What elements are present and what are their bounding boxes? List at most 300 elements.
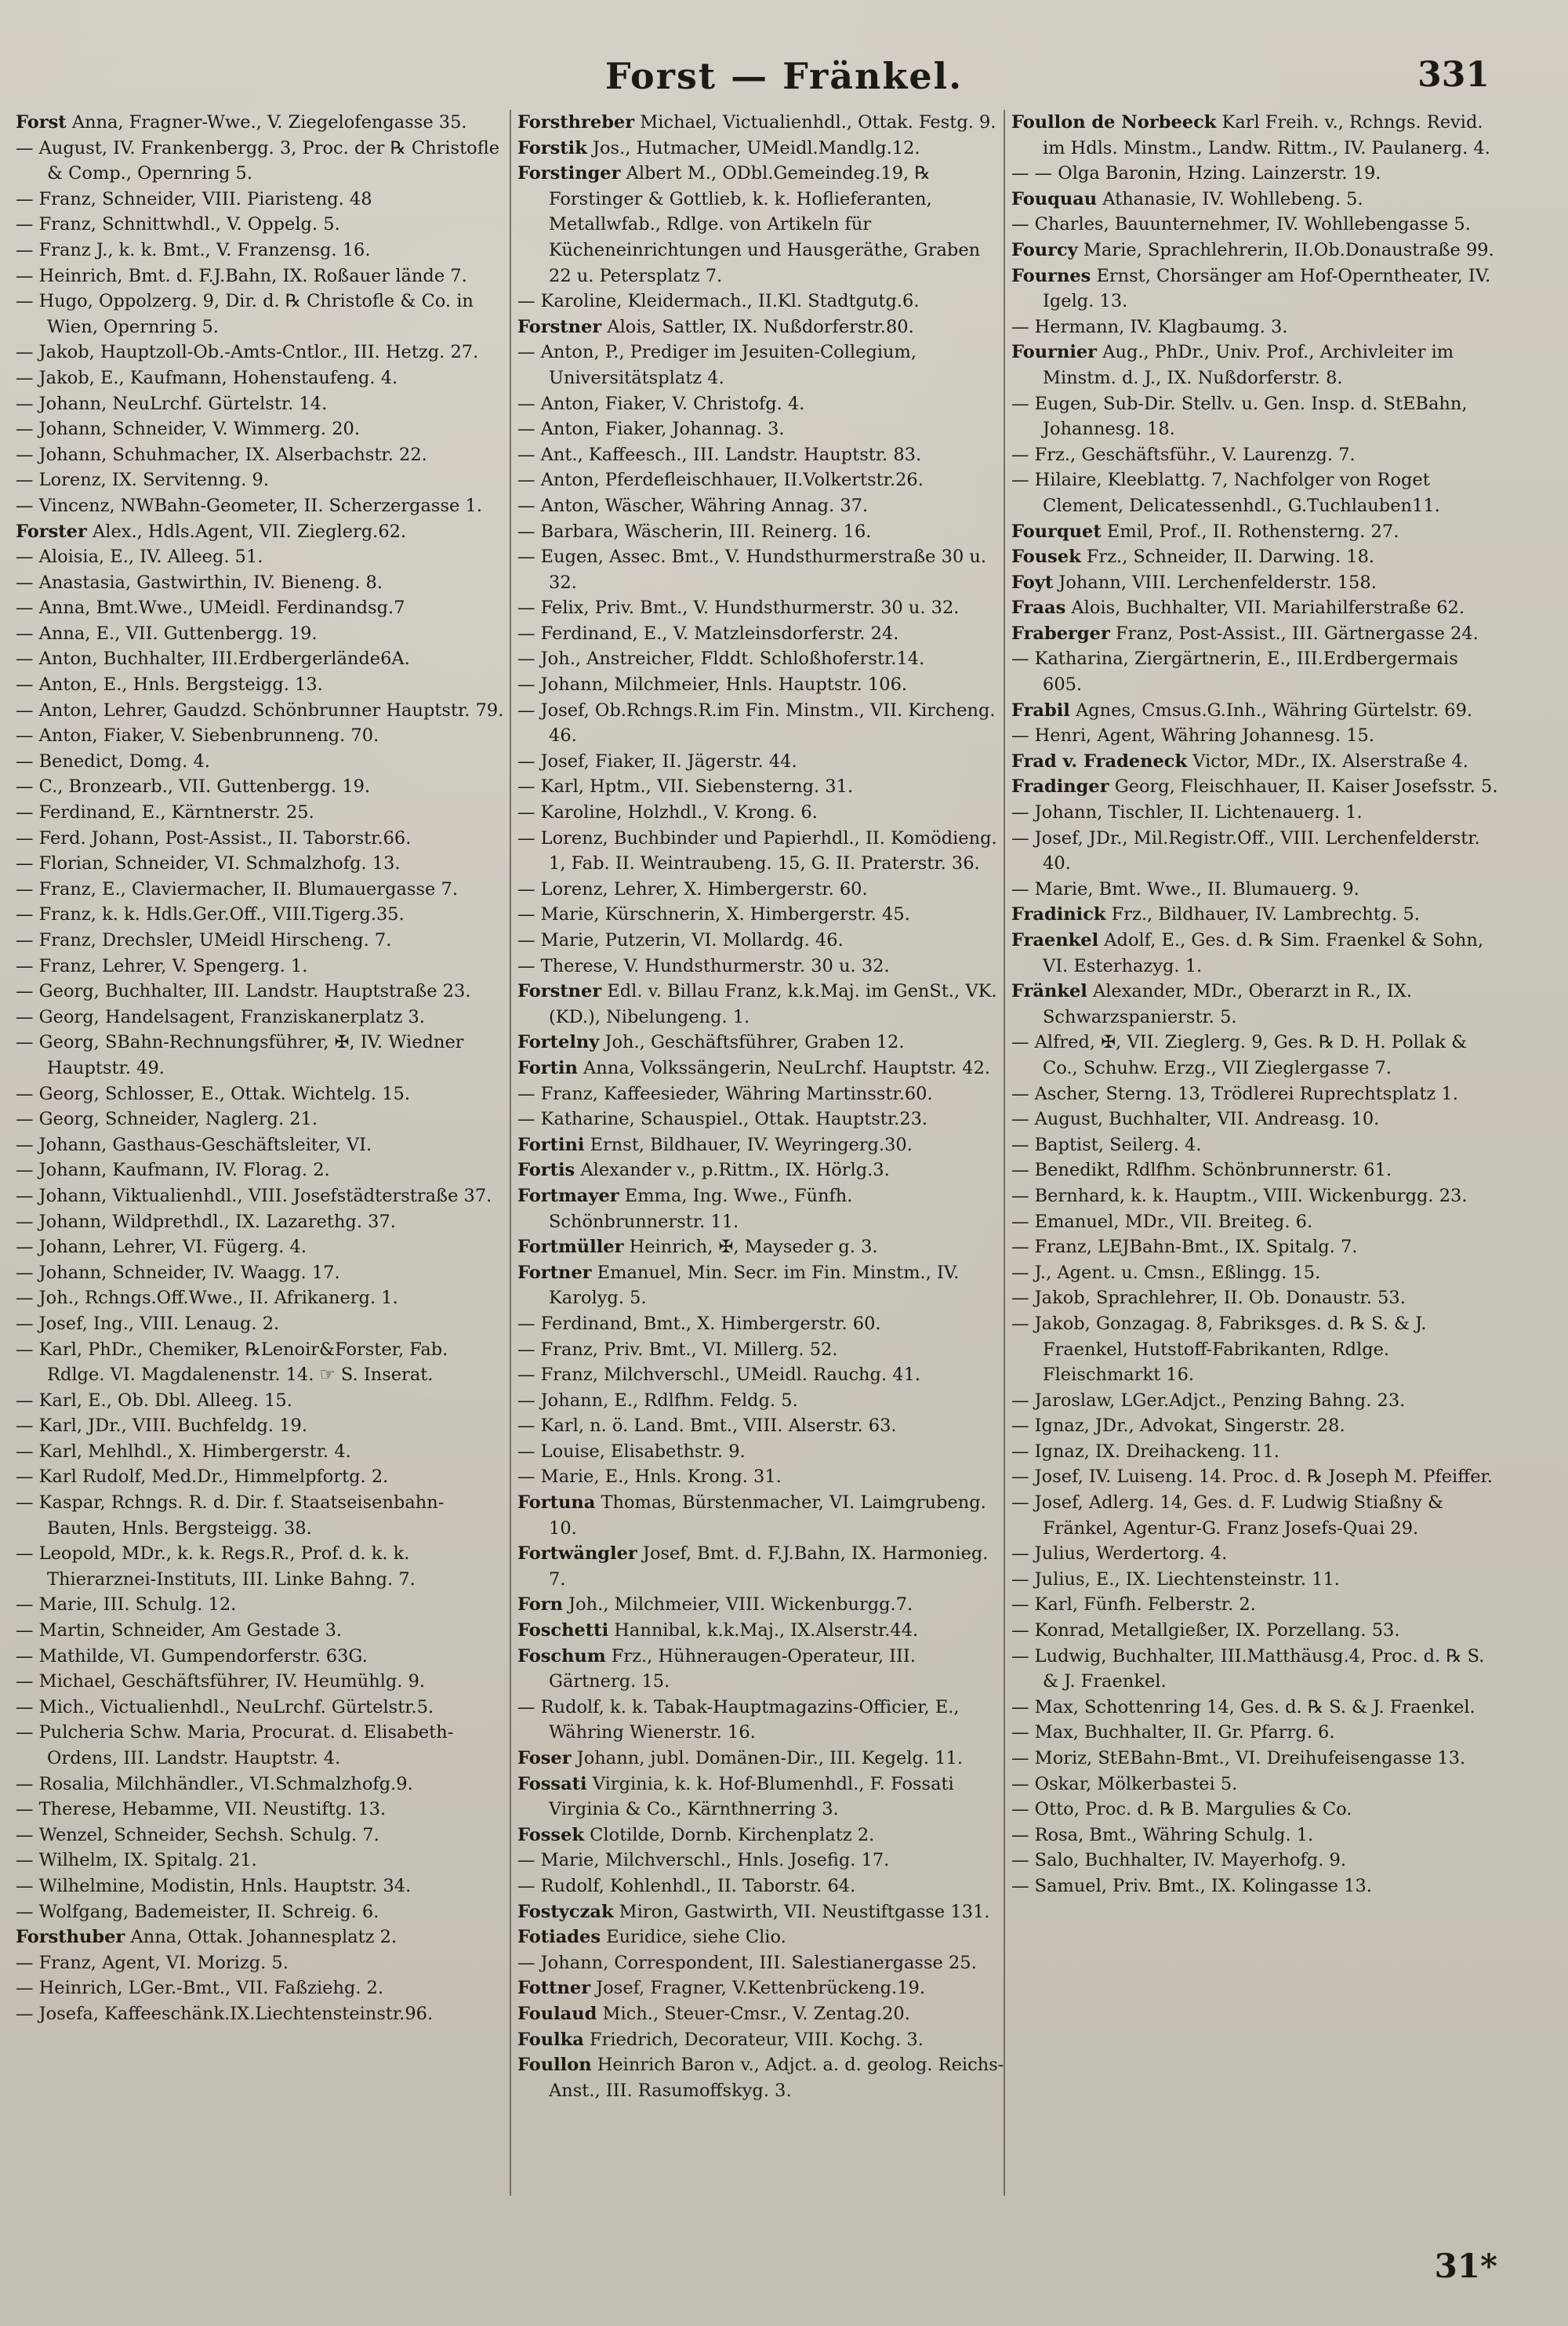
directory-entry [16,467,506,493]
entry-text: — Eugen, Sub-Dir. Stellv. u. Gen. Insp. d. StEBahn, Johannesg. 18. [1011,393,1468,440]
directory-entry [517,1132,1007,1158]
entry-text: — Frz., Geschäftsführ., V. Laurenzg. 7. [1011,444,1356,465]
entry-text: — Joh., Anstreicher, Flddt. Schloßhoferstr.14. [517,649,925,670]
directory-entry [16,800,506,826]
directory-entry [1011,1260,1501,1286]
directory-entry [517,1975,1007,2001]
entry-text: — Josef, IV. Luiseng. 14. Proc. d. ℞ Joseph M. Pfeiffer. [1011,1466,1493,1488]
entry-text: — Max, Schottenring 14, Ges. d. ℞ S. & J. Fraenkel. [1011,1696,1475,1717]
entry-text: — Johann, Milchmeier, Hnls. Hauptstr. 106. [517,674,908,696]
entry-text: — Anton, Fiaker, Johannag. 3. [517,419,785,440]
entry-text: — Benedict, Domg. 4. [16,750,210,772]
directory-entry [1011,1285,1501,1311]
directory-entry [517,749,1007,775]
directory-entry [1011,1874,1501,1899]
entry-text: — Rudolf, Kohlenhdl., II. Taborstr. 64. [517,1875,856,1896]
entry-text: — Franz, Kaffeesieder, Währing Martinsstr.60. [517,1083,933,1104]
entry-surname: Fortwängler [517,1543,637,1565]
entry-text: — Vincenz, NWBahn-Geometer, II. Scherzergasse 1. [16,495,482,516]
entry-text: — Georg, Handelsagent, Franziskanerplatz 3. [16,1006,425,1027]
entry-text: — Ascher, Sterng. 13, Trödlerei Ruprechtsplatz 1. [1011,1083,1458,1104]
directory-entry [517,800,1007,826]
entry-text: Jos., Hutmacher, UMeidl.Mandlg.12. [586,137,920,158]
directory-entry [517,416,1007,442]
entry-surname: Fortmüller [517,1237,624,1258]
entry-surname: Foullon [517,2055,592,2076]
entry-text: — August, IV. Frankenbergg. 3, Proc. der ℞ Christofle & Comp., Opernring 5. [16,137,500,184]
entry-text: — Karl, JDr., VIII. Buchfeldg. 19. [16,1416,307,1437]
entry-text: — Kaspar, Rchngs. R. d. Dir. f. Staatseisenbahn-Bauten, Hnls. Bergsteigg. 38. [16,1492,445,1539]
directory-entry [517,1899,1007,1925]
entry-text: — Johann, E., Rdlfhm. Feldg. 5. [517,1390,798,1411]
entry-text: Alexander, MDr., Oberarzt in R., IX. Schwarzspanierstr. 5. [1043,981,1412,1027]
directory-entry [1011,1388,1501,1414]
entry-surname: Forstner [517,981,602,1002]
entry-surname: Fortmayer [517,1185,619,1206]
entry-text: — Anton, Buchhalter, III.Erdbergerlände6A. [16,649,410,670]
directory-entry [517,314,1007,340]
entry-text: — Anton, Fiaker, V. Christofg. 4. [517,393,805,414]
directory-entry [16,1285,506,1311]
directory-entry [16,519,506,545]
directory-entry [16,1874,506,1899]
directory-entry [517,1772,1007,1823]
entry-surname: Fossek [517,1824,584,1845]
directory-entry [16,774,506,800]
entry-surname: Fortuna [517,1492,596,1514]
directory-entry [1011,979,1501,1030]
entry-text: Marie, Sprachlehrerin, II.Ob.Donaustraße 99. [1077,239,1494,260]
entry-text: Anna, Volkssängerin, NeuLrchf. Hauptstr. 42. [577,1057,991,1078]
entry-text: — Wilhelm, IX. Spitalg. 21. [16,1850,257,1871]
directory-entry [1011,1234,1501,1260]
directory-entry [16,1260,506,1286]
entry-text: — Barbara, Wäscherin, III. Reinerg. 16. [517,521,872,542]
directory-entry [517,1592,1007,1618]
entry-text: — Otto, Proc. d. ℞ B. Margulies & Co. [1011,1799,1352,1820]
entry-text: — Felix, Priv. Bmt., V. Hundsthurmerstr. 30 u. 32. [517,598,960,619]
directory-entry [16,1413,506,1439]
directory-entry [1011,1311,1501,1388]
entry-text: — Johann, Schneider, V. Wimmerg. 20. [16,419,361,440]
directory-entry [1011,1823,1501,1848]
directory-entry [16,1311,506,1337]
entry-text: — Johann, Schneider, IV. Waagg. 17. [16,1262,340,1283]
entry-text: Alois, Buchhalter, VII. Mariahilferstraße 62. [1065,598,1465,619]
entry-text: — Hilaire, Kleeblattg. 7, Nachfolger von Roget Clement, Delicatessenhdl., G.Tuchlauben11. [1011,470,1440,516]
entry-text: Emma, Ing. Wwe., Fünfh. Schönbrunnerstr. 11. [549,1185,853,1232]
entry-text: — Emanuel, MDr., VII. Breiteg. 6. [1011,1211,1313,1232]
directory-entry [517,442,1007,468]
directory-entry [16,1337,506,1388]
entry-text: — Ferdinand, Bmt., X. Himbergerstr. 60. [517,1313,881,1334]
directory-entry [16,1030,506,1081]
directory-entry [1011,1464,1501,1490]
entry-surname: Frabil [1011,700,1070,721]
entry-text: — Anna, Bmt.Wwe., UMeidl. Ferdinandsg.7 [16,598,405,619]
directory-entry [1011,1030,1501,1081]
entry-surname: Fraas [1011,598,1066,619]
entry-text: Alois, Sattler, IX. Nußdorferstr.80. [601,316,914,337]
entry-text: Adolf, E., Ges. d. ℞ Sim. Fraenkel & Sohn, VI. Esterhazyg. 1. [1043,930,1483,976]
entry-text: — Hugo, Oppolzerg. 9, Dir. d. ℞ Christofle & Co. in Wien, Opernring 5. [16,291,474,337]
entry-text: — Josef, Ing., VIII. Lenaug. 2. [16,1313,280,1334]
entry-text: — Franz, E., Claviermacher, II. Blumauergasse 7. [16,878,458,900]
entry-text: Josef, Fragner, V.Kettenbrückeng.19. [590,1978,925,1999]
entry-text: — Lorenz, Lehrer, X. Himbergerstr. 60. [517,878,868,900]
entry-text: — Georg, SBahn-Rechnungsführer, ✠, IV. Wiedner Hauptstr. 49. [16,1032,464,1078]
running-title: Forst — Fränkel. [604,55,964,97]
directory-entry [16,1669,506,1695]
entry-text: Ernst, Chorsänger am Hof-Operntheater, IV. Igelg. 13. [1043,265,1491,312]
entry-text: Ernst, Bildhauer, IV. Weyringerg.30. [584,1134,913,1155]
entry-text: Anna, Fragner-Wwe., V. Ziegelofengasse 35. [66,112,467,133]
entry-text: — J., Agent. u. Cmsn., Eßlingg. 15. [1011,1262,1321,1283]
entry-surname: Fradinick [1011,904,1106,925]
entry-text: — Jaroslaw, LGer.Adjct., Penzing Bahng. 23. [1011,1390,1406,1411]
directory-entry [1011,1567,1501,1593]
directory-entry [16,621,506,647]
directory-entry [16,1924,506,1950]
entry-surname: Fottner [517,1978,591,1999]
directory-entry [16,1005,506,1030]
directory-entry [16,1975,506,2001]
directory-entry [1011,1720,1501,1746]
directory-entry [1011,1413,1501,1439]
entry-surname: Foyt [1011,572,1054,593]
entry-text: Alex., Hdls.Agent, VII. Zieglerg.62. [86,521,407,542]
directory-entry [1011,877,1501,903]
entry-text: Euridice, siehe Clio. [601,1927,786,1948]
entry-text: — Franz, Lehrer, V. Spengerg. 1. [16,955,308,976]
entry-surname: Fortelny [517,1032,600,1053]
directory-entry [16,1541,506,1592]
directory-entry [1011,595,1501,621]
entry-text: — Marie, Putzerin, VI. Mollardg. 46. [517,930,844,950]
directory-entry [1011,621,1501,647]
directory-entry [517,1388,1007,1414]
directory-entry [1011,544,1501,570]
entry-surname: Fourcy [1011,239,1078,260]
directory-entry [517,1874,1007,1899]
column-3 [1011,110,1501,2196]
entry-surname: Forstner [517,316,602,337]
directory-entry [517,1439,1007,1465]
entry-text: — Pulcheria Schw. Maria, Procurat. d. Elisabeth-Ordens, III. Landstr. Hauptstr. 4. [16,1722,454,1768]
entry-text: — Lorenz, Buchbinder und Papierhdl., II. Komödieng. 1, Fab. II. Weintraubeng. 15, G. II. Praterstr. 36. [517,827,997,874]
entry-surname: Fournes [1011,265,1091,286]
entry-surname: Fränkel [1011,981,1087,1002]
directory-entry [517,493,1007,519]
directory-entry [517,467,1007,493]
entry-text: Frz., Schneider, II. Darwing. 18. [1080,547,1375,568]
entry-text: — Rosa, Bmt., Währing Schulg. 1. [1011,1824,1314,1845]
entry-text: Franz, Post-Assist., III. Gärtnergasse 24. [1109,623,1479,644]
entry-text: Johann, VIII. Lerchenfelderstr. 158. [1053,572,1377,593]
directory-entry [517,1056,1007,1081]
directory-entry [16,877,506,903]
entry-text: — Marie, Kürschnerin, X. Himbergerstr. 45. [517,904,910,925]
entry-text: — Wolfgang, Bademeister, II. Schreig. 6. [16,1901,379,1922]
entry-surname: Foulka [517,2029,584,2050]
directory-entry [517,391,1007,417]
directory-entry [517,1413,1007,1439]
directory-entry [517,2027,1007,2053]
directory-entry [517,2052,1007,2103]
entry-text: Emil, Prof., II. Rothensterng. 27. [1101,521,1399,542]
directory-entry [517,161,1007,289]
directory-entry [16,1899,506,1925]
entry-text: — Alfred, ✠, VII. Zieglerg. 9, Ges. ℞ D. H. Pollak & Co., Schuhw. Erzg., VII Zieglergasse 7. [1011,1032,1468,1078]
entry-text: — Henri, Agent, Währing Johannesg. 15. [1011,725,1375,747]
entry-text: — Heinrich, Bmt. d. F.J.Bahn, IX. Roßauer lände 7. [16,265,467,286]
entry-text: — Mathilde, VI. Gumpendorferstr. 63G. [16,1645,368,1666]
entry-text: — Ferdinand, E., Kärntnerstr. 25. [16,802,314,823]
directory-entry [1011,774,1501,800]
entry-text: — Salo, Buchhalter, IV. Mayerhofg. 9. [1011,1850,1346,1871]
entry-text: — Julius, Werdertorg. 4. [1011,1543,1228,1565]
entry-surname: Fouquau [1011,188,1098,209]
entry-text: Georg, Fleischhauer, II. Kaiser Josefsstr. 5. [1109,776,1498,798]
entry-surname: Frad v. Fradeneck [1011,750,1188,772]
entry-text: — Samuel, Priv. Bmt., IX. Kolingasse 13. [1011,1875,1372,1896]
column-divider [1004,110,1005,2196]
directory-entry [16,442,506,468]
directory-entry [517,672,1007,698]
entry-text: — Franz, Priv. Bmt., VI. Millerg. 52. [517,1339,838,1360]
entry-text: — Anton, E., Hnls. Bergsteigg. 13. [16,674,323,696]
directory-entry [16,1848,506,1874]
column-1 [16,110,506,2196]
entry-text: — Franz, Agent, VI. Morizg. 5. [16,1952,289,1973]
entry-text: Albert M., ODbl.Gemeindeg.19, ℞ Forstinger & Gottlieb, k. k. Hoflieferanten, Metallwfab., Rdlge. von Artikeln für Kücheneinrichtungen und Hausgeräthe, Graben 22 u. Petersplatz 7. [549,163,981,286]
entry-text: — Hermann, IV. Klagbaumg. 3. [1011,316,1288,337]
entry-text: — Katharine, Schauspiel., Ottak. Hauptstr.23. [517,1109,928,1130]
entry-text: Anna, Ottak. Johannesplatz 2. [125,1927,397,1948]
entry-text: — Franz, Milchverschl., UMeidl. Rauchg. 41. [517,1365,921,1386]
entry-text: Hannibal, k.k.Maj., IX.Alserstr.44. [608,1620,919,1641]
entry-text: — Leopold, MDr., k. k. Regs.R., Prof. d. k. k. Thierarznei-Instituts, III. Linke Bahng. 7. [16,1543,416,1590]
entry-text: Athanasie, IV. Wohllebeng. 5. [1097,188,1363,209]
entry-text: — Ludwig, Buchhalter, III.Matthäusg.4, Proc. d. ℞ S. & J. Fraenkel. [1011,1645,1485,1692]
directory-entry [16,928,506,954]
directory-entry [517,826,1007,877]
directory-entry [16,365,506,391]
entry-text: — Jakob, Sprachlehrer, II. Ob. Donaustr. 53. [1011,1288,1406,1309]
directory-entry [16,1950,506,1976]
directory-entry [517,136,1007,162]
entry-surname: Fradinger [1011,776,1109,798]
directory-entry [1011,800,1501,826]
entry-text: Clotilde, Dornb. Kirchenplatz 2. [584,1824,875,1845]
directory-entry [517,1311,1007,1337]
directory-entry [1011,1848,1501,1874]
directory-entry [16,1772,506,1797]
entry-text: — C., Bronzearb., VII. Guttenbergg. 19. [16,776,371,798]
directory-entry [16,1388,506,1414]
directory-entry [16,1797,506,1823]
entry-text: — Josef, JDr., Mil.Registr.Off., VIII. Lerchenfelderstr. 40. [1011,827,1480,874]
entry-text: — Johann, NeuLrchf. Gürtelstr. 14. [16,393,328,414]
entry-surname: Foschum [517,1645,606,1666]
printer-signature-mark: 31* [1434,2247,1497,2285]
directory-entry [1011,723,1501,749]
directory-entry [16,1234,506,1260]
directory-entry [517,1464,1007,1490]
directory-entry [16,212,506,238]
entry-text: — Louise, Elisabethstr. 9. [517,1441,746,1462]
directory-entry [16,544,506,570]
entry-text: — Marie, Bmt. Wwe., II. Blumauerg. 9. [1011,878,1359,900]
entry-surname: Forsthuber [16,1927,125,1948]
entry-text: Karl Freih. v., Rchngs. Revid. im Hdls. Minstm., Landw. Rittm., IV. Paulanerg. 4. [1043,112,1490,158]
entry-text: Mich., Steuer-Cmsr., V. Zentag.20. [597,2003,910,2024]
entry-text: — Wenzel, Schneider, Sechsh. Schulg. 7. [16,1824,379,1845]
entry-text: Josef, Bmt. d. F.J.Bahn, IX. Harmonieg. 7. [549,1543,989,1590]
entry-text: Heinrich Baron v., Adjct. a. d. geolog. Reichs-Anst., III. Rasumoffskyg. 3. [549,2055,1004,2101]
entry-text: — Franz J., k. k. Bmt., V. Franzensg. 16. [16,239,371,260]
entry-text: — Michael, Geschäftsführer, IV. Heumühlg. 9. [16,1671,426,1692]
directory-entry [517,544,1007,595]
directory-entry [517,621,1007,647]
entry-text: — Jakob, Gonzagag. 8, Fabriksges. d. ℞ S. & J. Fraenkel, Hutstoff-Fabrikanten, Rdlge. Fleischmarkt 16. [1011,1313,1427,1386]
entry-text: Joh., Geschäftsführer, Graben 12. [599,1032,905,1053]
directory-entry [16,238,506,263]
entry-text: — Franz, k. k. Hdls.Ger.Off., VIII.Tigerg.35. [16,904,405,925]
directory-entry [1011,1695,1501,1721]
entry-text: — Florian, Schneider, VI. Schmalzhofg. 13. [16,853,401,874]
directory-entry [517,1337,1007,1363]
directory-entry [16,289,506,340]
directory-entry [517,1030,1007,1056]
entry-text: — Mich., Victualienhdl., NeuLrchf. Gürtelstr.5. [16,1696,434,1717]
directory-entry [517,1924,1007,1950]
directory-entry [517,1234,1007,1260]
directory-entry [517,1362,1007,1388]
entry-text: — Anton, Fiaker, V. Siebenbrunneng. 70. [16,725,379,747]
entry-surname: Forster [16,521,87,542]
entry-text: Miron, Gastwirth, VII. Neustiftgasse 131. [613,1901,990,1922]
entry-text: Frz., Bildhauer, IV. Lambrechtg. 5. [1105,904,1420,925]
directory-entry [517,1618,1007,1644]
column-divider [510,110,511,2196]
entry-text: — Karl, PhDr., Chemiker, ℞Lenoir&Forster, Fab. Rdlge. VI. Magdalenenstr. 14. ☞ S. Inserat. [16,1339,448,1386]
entry-surname: Forn [517,1594,563,1615]
directory-entry [517,979,1007,1030]
entry-text: — Rudolf, k. k. Tabak-Hauptmagazins-Officier, E., Währing Wienerstr. 16. [517,1696,960,1743]
entry-text: — Anton, Lehrer, Gaudzd. Schönbrunner Hauptstr. 79. [16,700,504,721]
entry-text: — Johann, Lehrer, VI. Fügerg. 4. [16,1237,307,1258]
entry-text: — Moriz, StEBahn-Bmt., VI. Dreihufeisengasse 13. [1011,1748,1466,1768]
entry-surname: Fraenkel [1011,930,1099,950]
entry-text: — Martin, Schneider, Am Gestade 3. [16,1620,343,1641]
entry-surname: Forstik [517,137,587,158]
directory-entry [517,954,1007,979]
directory-entry [1011,187,1501,213]
entry-surname: Fraberger [1011,623,1110,644]
directory-entry [16,1823,506,1848]
entry-text: — Josef, Adlerg. 14, Ges. d. F. Ludwig Stiaßny & Fränkel, Agentur-G. Franz Josefs-Quai 29. [1011,1492,1444,1539]
entry-text: Johann, jubl. Domänen-Dir., III. Kegelg. 11. [571,1748,963,1768]
entry-text: — Josefa, Kaffeeschänk.IX.Liechtensteinstr.96. [16,2003,434,2024]
directory-entry [16,979,506,1005]
directory-entry [517,1823,1007,1848]
entry-text: Joh., Milchmeier, VIII. Wickenburgg.7. [562,1594,913,1615]
directory-entry [1011,1183,1501,1209]
entry-text: — Rosalia, Milchhändler., VI.Schmalzhofg.9. [16,1773,413,1794]
directory-entry [1011,1107,1501,1132]
directory-entry [16,1464,506,1490]
directory-entry [16,851,506,877]
entry-text: Heinrich, ✠, Mayseder g. 3. [623,1237,878,1258]
entry-text: — Ignaz, JDr., Advokat, Singerstr. 28. [1011,1416,1345,1437]
entry-text: — Max, Buchhalter, II. Gr. Pfarrg. 6. [1011,1722,1335,1743]
directory-entry [517,774,1007,800]
entry-text: — Marie, III. Schulg. 12. [16,1594,237,1615]
entry-text: — Franz, Drechsler, UMeidl Hirscheng. 7. [16,930,392,950]
entry-text: — Johann, Schuhmacher, IX. Alserbachstr. 22. [16,444,427,465]
directory-entry [1011,1081,1501,1107]
directory-entry [1011,1797,1501,1823]
directory-entry [517,289,1007,314]
entry-text: — Katharina, Ziergärtnerin, E., III.Erdbergermais 605. [1011,649,1458,696]
entry-text: — Anna, E., VII. Guttenbergg. 19. [16,623,318,644]
entry-surname: Fostyczak [517,1901,614,1922]
directory-entry [517,1950,1007,1976]
directory-entry [16,902,506,928]
entry-text: — Johann, Gasthaus-Geschäftsleiter, VI. [16,1134,372,1155]
directory-entry [16,1592,506,1618]
entry-text: Aug., PhDr., Univ. Prof., Archivleiter im Minstm. d. J., IX. Nußdorferstr. 8. [1043,342,1454,388]
directory-entry [1011,1209,1501,1235]
entry-text: — Johann, Kaufmann, IV. Florag. 2. [16,1160,330,1181]
directory-entry [517,1541,1007,1592]
directory-entry [517,877,1007,903]
directory-entry [517,1081,1007,1107]
entry-text: — Georg, Buchhalter, III. Landstr. Hauptstraße 23. [16,981,471,1002]
entry-text: — Franz, Schneider, VIII. Piaristeng. 48 [16,188,372,209]
entry-surname: Foschetti [517,1620,609,1641]
directory-entry [517,1490,1007,1541]
entry-text: — Franz, LEJBahn-Bmt., IX. Spitalg. 7. [1011,1237,1358,1258]
entry-surname: Fossati [517,1773,587,1794]
directory-entry [16,391,506,417]
directory-entry [16,749,506,775]
directory-entry [16,1490,506,1541]
directory-entry [16,1107,506,1132]
directory-entry [16,595,506,621]
entry-text: — Karl, E., Ob. Dbl. Alleeg. 15. [16,1390,292,1411]
directory-entry [1011,340,1501,391]
directory-entry [517,1183,1007,1234]
entry-surname: Foullon de Norbeeck [1011,112,1217,133]
entry-text: — Karl, Fünfh. Felberstr. 2. [1011,1594,1256,1615]
entry-text: — Johann, Viktualienhdl., VIII. Josefstädterstraße 37. [16,1185,492,1206]
directory-entry [16,1132,506,1158]
directory-entry [16,570,506,596]
entry-text: — Benedikt, Rdlfhm. Schönbrunnerstr. 61. [1011,1160,1392,1181]
directory-entry [16,416,506,442]
directory-entry [16,187,506,213]
directory-entry [517,110,1007,136]
directory-entry [1011,1618,1501,1644]
entry-text: — Heinrich, LGer.-Bmt., VII. Faßziehg. 2. [16,1978,384,1999]
entry-text: — Joh., Rchngs.Off.Wwe., II. Afrikanerg. 1. [16,1288,398,1309]
entry-text: — Karl, Mehlhdl., X. Himbergerstr. 4. [16,1441,351,1462]
entry-text: — Julius, E., IX. Liechtensteinstr. 11. [1011,1568,1340,1590]
entry-text: — Baptist, Seilerg. 4. [1011,1134,1202,1155]
entry-text: — Ignaz, IX. Dreihackeng. 11. [1011,1441,1279,1462]
